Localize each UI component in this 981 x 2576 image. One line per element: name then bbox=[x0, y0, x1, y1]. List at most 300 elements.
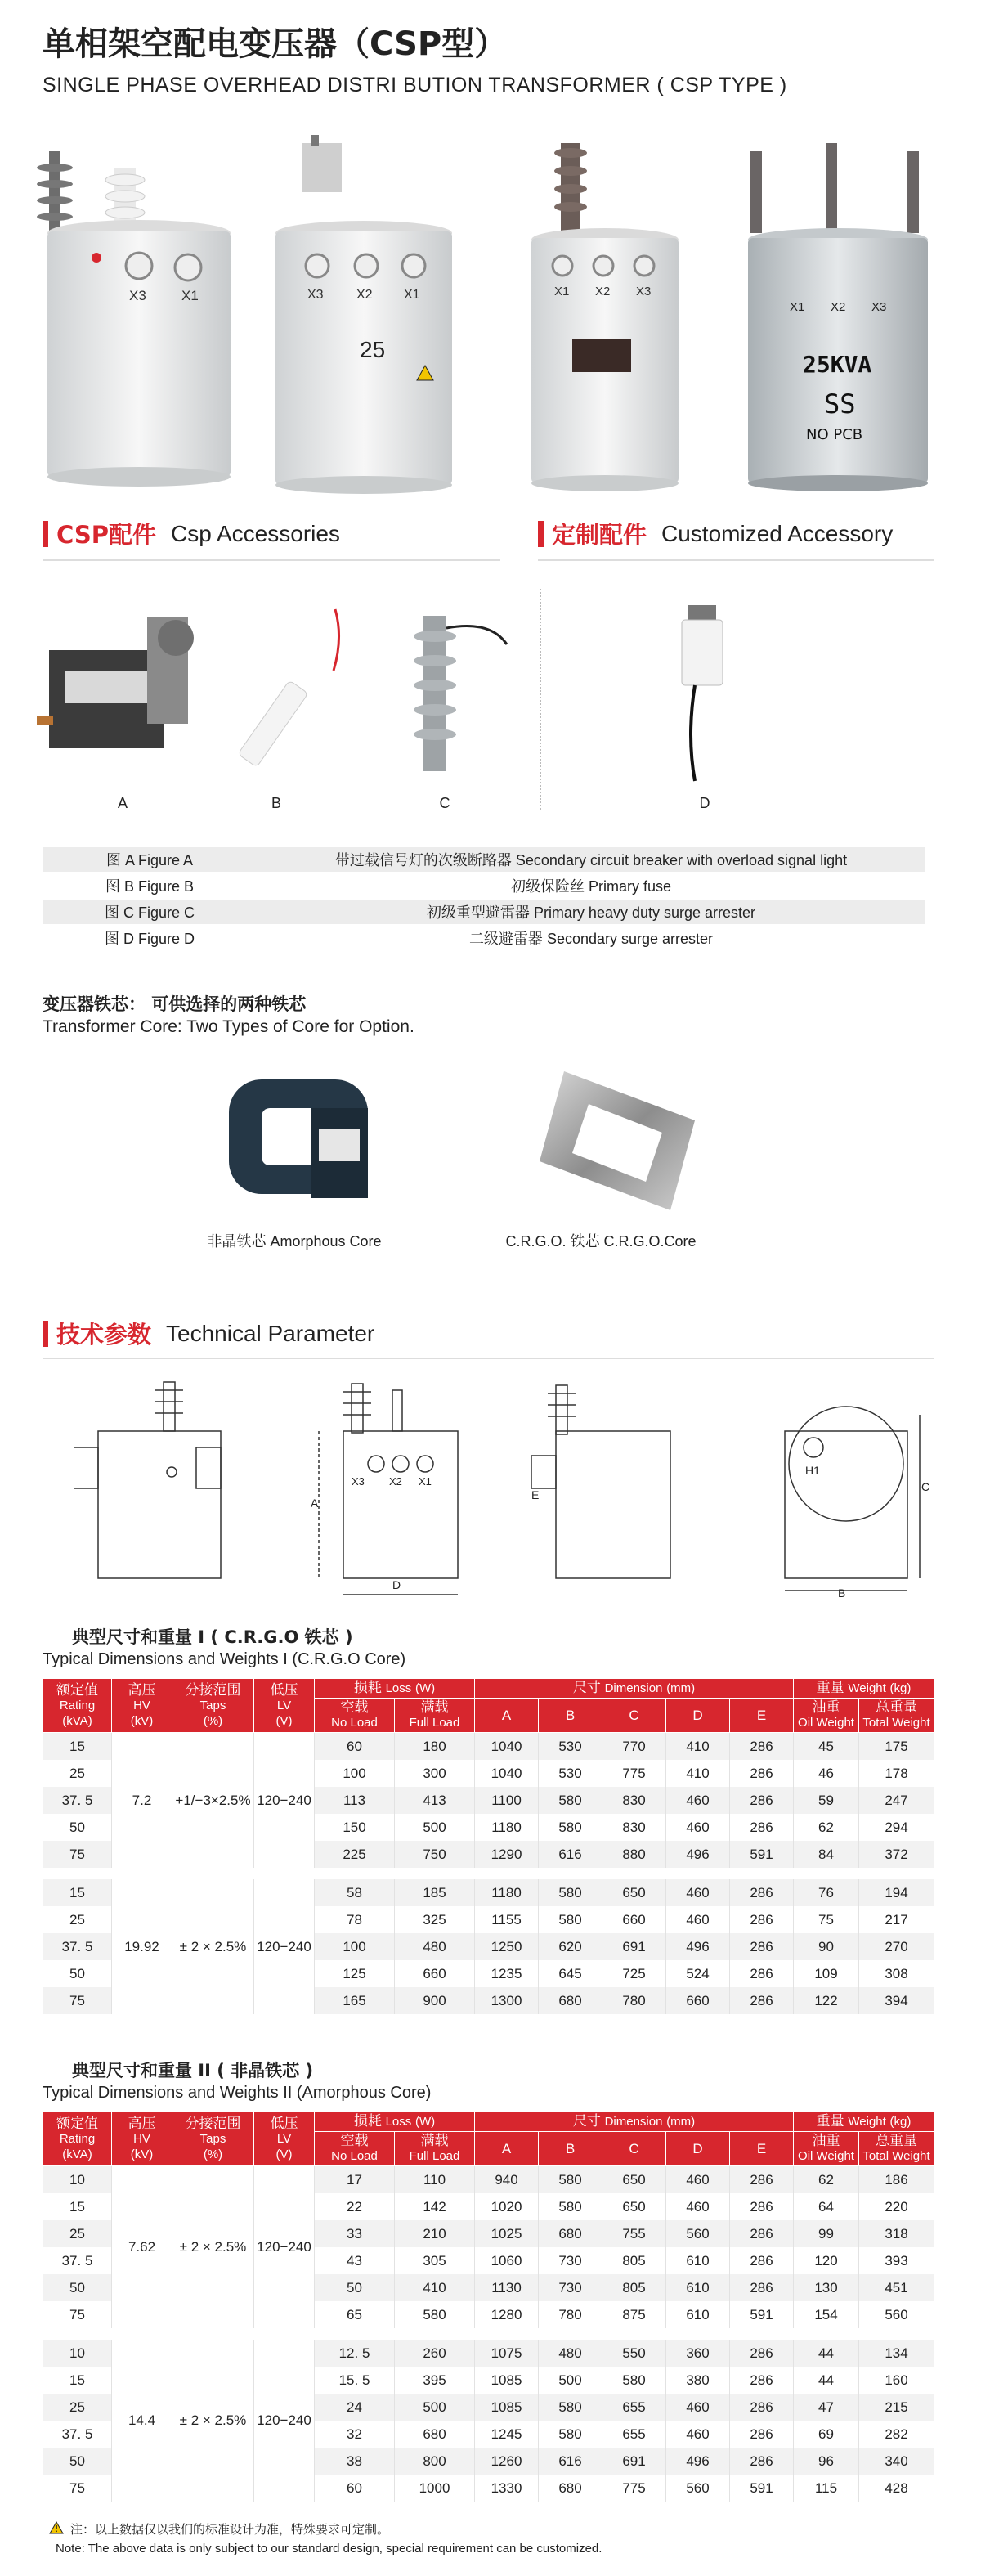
header-text: E bbox=[756, 1707, 767, 1723]
header-text: Weight bbox=[848, 2115, 886, 2129]
cell-dim-b: 580 bbox=[539, 1879, 602, 1906]
spec-table-crgo bbox=[43, 1678, 934, 2014]
cell-rating: 25 bbox=[43, 2220, 112, 2247]
header-text: 空载 bbox=[340, 2133, 369, 2148]
cell-rating: 50 bbox=[43, 1960, 112, 1987]
header-text: (kV) bbox=[130, 1713, 154, 1728]
header-text: (kg) bbox=[889, 1681, 912, 1695]
table-row bbox=[43, 1733, 934, 1761]
header-text: Rating bbox=[59, 1698, 96, 1712]
col-weight bbox=[794, 1679, 934, 1699]
page-title: 单相架空配电变压器（CSP型） bbox=[43, 25, 508, 63]
cell-dim-b: 730 bbox=[539, 2247, 602, 2274]
terminal-label: X1 bbox=[181, 288, 199, 303]
cell-no-load: 165 bbox=[315, 1987, 395, 2014]
cell-dim-b: 616 bbox=[539, 2448, 602, 2475]
cell-dim-c: 755 bbox=[602, 2220, 666, 2247]
cell-dim-e: 591 bbox=[730, 2475, 794, 2502]
figure-value: 初级重型避雷器 Primary heavy duty surge arrester bbox=[257, 899, 925, 925]
transformer-photo-4 bbox=[728, 135, 948, 495]
cell-dim-b: 780 bbox=[539, 2301, 602, 2328]
cell-rating: 25 bbox=[43, 1906, 112, 1933]
drawing-label-x1: X1 bbox=[419, 1475, 432, 1488]
cell-dim-e: 286 bbox=[730, 2367, 794, 2394]
cell-dim-a: 1235 bbox=[475, 1960, 539, 1987]
cell-dim-d: 460 bbox=[666, 2394, 730, 2421]
outline-drawing-front bbox=[74, 1374, 237, 1595]
cell-dim-d: 610 bbox=[666, 2247, 730, 2274]
terminal-label: X1 bbox=[404, 288, 420, 302]
header-text: A bbox=[501, 2140, 512, 2156]
cell-dim-b: 645 bbox=[539, 1960, 602, 1987]
cell-full-load: 500 bbox=[395, 1814, 475, 1841]
header-text: 重量 bbox=[816, 2113, 844, 2129]
col-lv bbox=[254, 1679, 315, 1733]
cell-dim-b: 580 bbox=[539, 1814, 602, 1841]
cell-dim-b: 680 bbox=[539, 2220, 602, 2247]
heading-bar bbox=[43, 1321, 48, 1347]
table2-title-en: Typical Dimensions and Weights II (Amorphous Core) bbox=[43, 2084, 432, 2102]
cell-rating: 37. 5 bbox=[43, 1933, 112, 1960]
cell-dim-e: 286 bbox=[730, 1787, 794, 1814]
cell-dim-e: 286 bbox=[730, 2247, 794, 2274]
cell-no-load: 100 bbox=[315, 1933, 395, 1960]
cell-total-weight: 451 bbox=[859, 2274, 934, 2301]
col-dimension bbox=[475, 2112, 794, 2132]
header-text: Dimension bbox=[604, 2115, 663, 2129]
header-text: 油重 bbox=[812, 1699, 840, 1715]
table-row bbox=[43, 2340, 934, 2367]
header-text: (W) bbox=[415, 2115, 436, 2129]
cell-full-load: 185 bbox=[395, 1879, 475, 1906]
header-text: Loss bbox=[385, 2115, 412, 2129]
table-row bbox=[43, 2166, 934, 2194]
outline-drawing-side bbox=[311, 1374, 474, 1611]
cell-rating: 37. 5 bbox=[43, 2421, 112, 2448]
header-text: HV bbox=[133, 2131, 150, 2146]
accessory-letter-d: D bbox=[699, 795, 710, 811]
heading-en: Csp Accessories bbox=[170, 520, 340, 546]
cell-no-load: 32 bbox=[315, 2421, 395, 2448]
cell-no-load: 125 bbox=[315, 1960, 395, 1987]
cell-total-weight: 393 bbox=[859, 2247, 934, 2274]
cell-total-weight: 178 bbox=[859, 1760, 934, 1787]
drawing-label-e: E bbox=[531, 1488, 540, 1501]
cell-oil-weight: 84 bbox=[794, 1841, 859, 1868]
cell-full-load: 142 bbox=[395, 2193, 475, 2220]
cell-hv: 7.62 bbox=[112, 2166, 172, 2329]
heading-en: Customized Accessory bbox=[661, 520, 894, 546]
header-text: C bbox=[629, 2140, 639, 2156]
cell-no-load: 100 bbox=[315, 1760, 395, 1787]
cell-dim-a: 1130 bbox=[475, 2274, 539, 2301]
cell-dim-a: 1180 bbox=[475, 1879, 539, 1906]
cell-dim-a: 1180 bbox=[475, 1814, 539, 1841]
cell-oil-weight: 59 bbox=[794, 1787, 859, 1814]
figure-row bbox=[43, 847, 925, 873]
header-text: B bbox=[565, 1707, 576, 1723]
cell-rating: 37. 5 bbox=[43, 1787, 112, 1814]
cell-dim-e: 286 bbox=[730, 2394, 794, 2421]
cell-no-load: 65 bbox=[315, 2301, 395, 2328]
crgo-core-caption: C.R.G.O. 铁芯 C.R.G.O.Core bbox=[505, 1233, 697, 1250]
cell-dim-e: 286 bbox=[730, 1879, 794, 1906]
accessory-letter-a: A bbox=[117, 795, 128, 811]
cell-rating: 15 bbox=[43, 1879, 112, 1906]
cell-total-weight: 194 bbox=[859, 1879, 934, 1906]
cell-oil-weight: 120 bbox=[794, 2247, 859, 2274]
col-no-load bbox=[315, 2132, 395, 2166]
cell-total-weight: 186 bbox=[859, 2166, 934, 2194]
cell-dim-c: 830 bbox=[602, 1814, 666, 1841]
cell-dim-a: 1260 bbox=[475, 2448, 539, 2475]
cell-dim-e: 286 bbox=[730, 1733, 794, 1761]
cell-full-load: 325 bbox=[395, 1906, 475, 1933]
cell-full-load: 413 bbox=[395, 1787, 475, 1814]
col-oil-weight bbox=[794, 1699, 859, 1733]
cell-oil-weight: 44 bbox=[794, 2340, 859, 2367]
cell-total-weight: 340 bbox=[859, 2448, 934, 2475]
col-loss bbox=[315, 1679, 475, 1699]
drawing-label-c: C bbox=[921, 1480, 930, 1493]
cell-full-load: 580 bbox=[395, 2301, 475, 2328]
cell-rating: 50 bbox=[43, 1814, 112, 1841]
cell-oil-weight: 115 bbox=[794, 2475, 859, 2502]
cell-oil-weight: 154 bbox=[794, 2301, 859, 2328]
cell-full-load: 300 bbox=[395, 1760, 475, 1787]
terminal-label: X2 bbox=[831, 300, 846, 314]
cell-dim-b: 730 bbox=[539, 2274, 602, 2301]
cell-rating: 25 bbox=[43, 2394, 112, 2421]
cell-dim-d: 610 bbox=[666, 2274, 730, 2301]
col-oil-weight bbox=[794, 2132, 859, 2166]
col-dim-b bbox=[539, 2132, 602, 2166]
header-text: E bbox=[756, 2140, 767, 2156]
cell-dim-b: 580 bbox=[539, 2166, 602, 2194]
cell-oil-weight: 62 bbox=[794, 2166, 859, 2194]
header-text: Dimension bbox=[604, 1681, 663, 1695]
pcb-label: NO PCB bbox=[806, 426, 863, 443]
header-text: 分接范围 bbox=[185, 2115, 241, 2131]
cell-no-load: 12. 5 bbox=[315, 2340, 395, 2367]
figure-key: 图 A Figure A bbox=[43, 847, 257, 873]
cell-total-weight: 428 bbox=[859, 2475, 934, 2502]
cell-hv: 7.2 bbox=[112, 1733, 172, 1869]
cell-full-load: 395 bbox=[395, 2367, 475, 2394]
cell-dim-e: 286 bbox=[730, 1814, 794, 1841]
figure-key: 图 C Figure C bbox=[43, 899, 257, 925]
cell-dim-a: 1300 bbox=[475, 1987, 539, 2014]
header-text: Full Load bbox=[409, 2149, 460, 2163]
cell-rating: 15 bbox=[43, 2193, 112, 2220]
cell-full-load: 180 bbox=[395, 1733, 475, 1761]
cell-dim-e: 286 bbox=[730, 2193, 794, 2220]
cell-no-load: 22 bbox=[315, 2193, 395, 2220]
header-text: (%) bbox=[203, 2147, 223, 2161]
cell-dim-c: 770 bbox=[602, 1733, 666, 1761]
table-row bbox=[43, 1879, 934, 1906]
header-text: (W) bbox=[415, 1681, 436, 1695]
cell-oil-weight: 62 bbox=[794, 1814, 859, 1841]
cell-full-load: 210 bbox=[395, 2220, 475, 2247]
cell-dim-d: 560 bbox=[666, 2475, 730, 2502]
cell-dim-b: 580 bbox=[539, 2421, 602, 2448]
cell-dim-a: 1040 bbox=[475, 1733, 539, 1761]
terminal-label: X3 bbox=[307, 288, 324, 302]
cell-dim-d: 660 bbox=[666, 1987, 730, 2014]
header-text: 满载 bbox=[420, 2133, 449, 2148]
cell-dim-a: 1025 bbox=[475, 2220, 539, 2247]
cell-full-load: 305 bbox=[395, 2247, 475, 2274]
col-dim-e bbox=[730, 1699, 794, 1733]
cell-dim-d: 524 bbox=[666, 1960, 730, 1987]
cell-taps: +1/−3×2.5% bbox=[172, 1733, 254, 1869]
amorphous-core-image bbox=[221, 1063, 376, 1210]
cell-dim-c: 655 bbox=[602, 2421, 666, 2448]
cell-dim-e: 286 bbox=[730, 1760, 794, 1787]
cell-oil-weight: 96 bbox=[794, 2448, 859, 2475]
col-dim-b bbox=[539, 1699, 602, 1733]
cell-full-load: 680 bbox=[395, 2421, 475, 2448]
transformer-photo-3 bbox=[523, 135, 687, 495]
core-title-en: Transformer Core: Two Types of Core for Option. bbox=[43, 1017, 414, 1036]
cell-dim-e: 286 bbox=[730, 2274, 794, 2301]
cell-dim-c: 580 bbox=[602, 2367, 666, 2394]
header-text: 总重量 bbox=[876, 1699, 918, 1715]
cell-dim-c: 830 bbox=[602, 1787, 666, 1814]
cell-no-load: 60 bbox=[315, 1733, 395, 1761]
drawing-label-d: D bbox=[392, 1578, 401, 1591]
cell-oil-weight: 44 bbox=[794, 2367, 859, 2394]
cell-dim-d: 410 bbox=[666, 1733, 730, 1761]
col-dim-a bbox=[475, 1699, 539, 1733]
cell-rating: 50 bbox=[43, 2448, 112, 2475]
cell-dim-c: 650 bbox=[602, 1879, 666, 1906]
cell-no-load: 225 bbox=[315, 1841, 395, 1868]
cell-dim-c: 660 bbox=[602, 1906, 666, 1933]
cell-no-load: 17 bbox=[315, 2166, 395, 2194]
cell-dim-a: 1155 bbox=[475, 1906, 539, 1933]
header-text: C bbox=[629, 1707, 639, 1723]
cell-dim-c: 650 bbox=[602, 2166, 666, 2194]
header-text: (%) bbox=[203, 1713, 223, 1728]
cell-dim-d: 460 bbox=[666, 2166, 730, 2194]
col-hv bbox=[112, 1679, 172, 1733]
cell-dim-a: 1040 bbox=[475, 1760, 539, 1787]
ss-label: SS bbox=[824, 388, 856, 420]
drawing-label-b: B bbox=[838, 1586, 846, 1600]
header-text: (mm) bbox=[666, 2115, 696, 2129]
cell-no-load: 24 bbox=[315, 2394, 395, 2421]
cell-dim-c: 725 bbox=[602, 1960, 666, 1987]
cell-dim-a: 1280 bbox=[475, 2301, 539, 2328]
cell-dim-b: 680 bbox=[539, 2475, 602, 2502]
cell-dim-c: 805 bbox=[602, 2247, 666, 2274]
cell-hv: 14.4 bbox=[112, 2340, 172, 2502]
cell-dim-c: 650 bbox=[602, 2193, 666, 2220]
cell-dim-b: 500 bbox=[539, 2367, 602, 2394]
terminal-label: X1 bbox=[790, 300, 805, 314]
cell-dim-d: 496 bbox=[666, 2448, 730, 2475]
col-dim-d bbox=[666, 2132, 730, 2166]
heading-en: Technical Parameter bbox=[166, 1320, 375, 1346]
terminal-label: X2 bbox=[356, 288, 373, 302]
figure-value: 二级避雷器 Secondary surge arrester bbox=[257, 925, 925, 951]
cell-no-load: 43 bbox=[315, 2247, 395, 2274]
figure-row bbox=[43, 899, 925, 925]
csp-accessories-heading bbox=[43, 517, 340, 550]
cell-dim-c: 691 bbox=[602, 2448, 666, 2475]
cell-dim-d: 360 bbox=[666, 2340, 730, 2367]
terminal-label: X2 bbox=[595, 285, 611, 298]
cell-full-load: 750 bbox=[395, 1841, 475, 1868]
kva-label: 25KVA bbox=[803, 351, 872, 378]
figure-row bbox=[43, 925, 925, 951]
figure-value: 初级保险丝 Primary fuse bbox=[257, 873, 925, 899]
cell-full-load: 480 bbox=[395, 1933, 475, 1960]
page-subtitle: SINGLE PHASE OVERHEAD DISTRI BUTION TRANSFORMER ( CSP TYPE ) bbox=[43, 74, 787, 96]
cell-total-weight: 394 bbox=[859, 1987, 934, 2014]
col-lv bbox=[254, 2112, 315, 2166]
cell-dim-e: 591 bbox=[730, 2301, 794, 2328]
cell-full-load: 500 bbox=[395, 2394, 475, 2421]
col-no-load bbox=[315, 1699, 395, 1733]
divider bbox=[43, 1358, 934, 1359]
header-text: (V) bbox=[275, 2147, 293, 2161]
header-text: HV bbox=[133, 1698, 150, 1712]
col-rating bbox=[43, 1679, 112, 1733]
cell-lv: 120−240 bbox=[254, 1879, 315, 2014]
cell-dim-a: 1060 bbox=[475, 2247, 539, 2274]
heading-cn: CSP配件 bbox=[56, 521, 156, 549]
col-dim-c bbox=[602, 2132, 666, 2166]
header-text: 尺寸 bbox=[572, 2113, 601, 2129]
cell-dim-c: 550 bbox=[602, 2340, 666, 2367]
cell-rating: 75 bbox=[43, 1987, 112, 2014]
header-text: 高压 bbox=[128, 1681, 156, 1698]
cell-dim-b: 580 bbox=[539, 1906, 602, 1933]
cell-dim-a: 1290 bbox=[475, 1841, 539, 1868]
cell-dim-e: 286 bbox=[730, 2220, 794, 2247]
cell-oil-weight: 75 bbox=[794, 1906, 859, 1933]
cell-no-load: 33 bbox=[315, 2220, 395, 2247]
header-text: 满载 bbox=[420, 1699, 449, 1715]
cell-total-weight: 215 bbox=[859, 2394, 934, 2421]
header-text: 油重 bbox=[812, 2133, 840, 2148]
header-text: (kg) bbox=[889, 2115, 912, 2129]
cell-dim-a: 1250 bbox=[475, 1933, 539, 1960]
table1-title-cn: 典型尺寸和重量 I ( C.R.G.O 铁芯 ) bbox=[72, 1627, 353, 1647]
cell-oil-weight: 99 bbox=[794, 2220, 859, 2247]
header-text: 总重量 bbox=[876, 2133, 918, 2148]
spec-table-amorphous bbox=[43, 2112, 934, 2502]
cell-total-weight: 247 bbox=[859, 1787, 934, 1814]
cell-rating: 75 bbox=[43, 2301, 112, 2328]
cell-oil-weight: 45 bbox=[794, 1733, 859, 1761]
cell-oil-weight: 130 bbox=[794, 2274, 859, 2301]
header-text: 额定值 bbox=[56, 1681, 98, 1698]
cell-total-weight: 270 bbox=[859, 1933, 934, 1960]
cell-dim-c: 880 bbox=[602, 1841, 666, 1868]
terminal-label: X3 bbox=[129, 288, 146, 303]
cell-rating: 10 bbox=[43, 2166, 112, 2194]
header-text: 低压 bbox=[270, 1681, 298, 1698]
header-text: Total Weight bbox=[862, 1716, 930, 1730]
col-weight bbox=[794, 2112, 934, 2132]
table-gap bbox=[43, 1868, 934, 1879]
cell-dim-d: 460 bbox=[666, 2193, 730, 2220]
drawing-label-a: A bbox=[311, 1497, 319, 1510]
accessory-letter-b: B bbox=[271, 795, 281, 811]
figure-row bbox=[43, 873, 925, 899]
cell-rating: 25 bbox=[43, 1760, 112, 1787]
header-text: 低压 bbox=[270, 2115, 298, 2131]
table-header-row bbox=[43, 1679, 934, 1699]
cell-dim-a: 940 bbox=[475, 2166, 539, 2194]
heading-bar bbox=[43, 521, 48, 547]
cell-dim-c: 775 bbox=[602, 2475, 666, 2502]
figure-list bbox=[43, 847, 925, 952]
cell-dim-d: 460 bbox=[666, 1814, 730, 1841]
cell-dim-e: 286 bbox=[730, 2448, 794, 2475]
cell-dim-b: 620 bbox=[539, 1933, 602, 1960]
header-text: D bbox=[692, 2140, 703, 2156]
cell-dim-d: 380 bbox=[666, 2367, 730, 2394]
transformer-photo-1 bbox=[25, 135, 245, 495]
header-text: Taps bbox=[199, 2131, 226, 2146]
col-dim-e bbox=[730, 2132, 794, 2166]
note-en: Note: The above data is only subject to our standard design, special requirement can be customized. bbox=[56, 2542, 602, 2556]
cell-total-weight: 175 bbox=[859, 1733, 934, 1761]
divider-vertical bbox=[540, 589, 541, 810]
cell-dim-e: 286 bbox=[730, 2166, 794, 2194]
header-text: (kVA) bbox=[62, 2147, 92, 2161]
cell-dim-a: 1100 bbox=[475, 1787, 539, 1814]
cell-full-load: 800 bbox=[395, 2448, 475, 2475]
cell-lv: 120−240 bbox=[254, 2166, 315, 2329]
cell-dim-d: 610 bbox=[666, 2301, 730, 2328]
cell-dim-d: 460 bbox=[666, 1879, 730, 1906]
figure-key: 图 B Figure B bbox=[43, 873, 257, 899]
cell-no-load: 150 bbox=[315, 1814, 395, 1841]
cell-full-load: 660 bbox=[395, 1960, 475, 1987]
header-text: Oil Weight bbox=[798, 1716, 854, 1730]
col-hv bbox=[112, 2112, 172, 2166]
cell-no-load: 15. 5 bbox=[315, 2367, 395, 2394]
cell-oil-weight: 109 bbox=[794, 1960, 859, 1987]
cell-dim-a: 1330 bbox=[475, 2475, 539, 2502]
cell-dim-b: 580 bbox=[539, 2193, 602, 2220]
drawing-label-h1: H1 bbox=[805, 1464, 820, 1477]
col-total-weight bbox=[859, 1699, 934, 1733]
col-dim-c bbox=[602, 1699, 666, 1733]
amorphous-core-caption: 非晶铁芯 Amorphous Core bbox=[207, 1233, 382, 1250]
cell-lv: 120−240 bbox=[254, 2340, 315, 2502]
cell-no-load: 113 bbox=[315, 1787, 395, 1814]
cell-dim-a: 1245 bbox=[475, 2421, 539, 2448]
cell-oil-weight: 69 bbox=[794, 2421, 859, 2448]
outline-drawing-rear bbox=[523, 1374, 687, 1595]
cell-dim-e: 286 bbox=[730, 1987, 794, 2014]
warning-icon bbox=[49, 2521, 64, 2534]
cell-dim-d: 460 bbox=[666, 1906, 730, 1933]
cell-oil-weight: 64 bbox=[794, 2193, 859, 2220]
cell-dim-c: 875 bbox=[602, 2301, 666, 2328]
cell-taps: ± 2 × 2.5% bbox=[172, 2166, 254, 2329]
cell-total-weight: 220 bbox=[859, 2193, 934, 2220]
cell-full-load: 110 bbox=[395, 2166, 475, 2194]
header-text: 额定值 bbox=[56, 2115, 98, 2131]
